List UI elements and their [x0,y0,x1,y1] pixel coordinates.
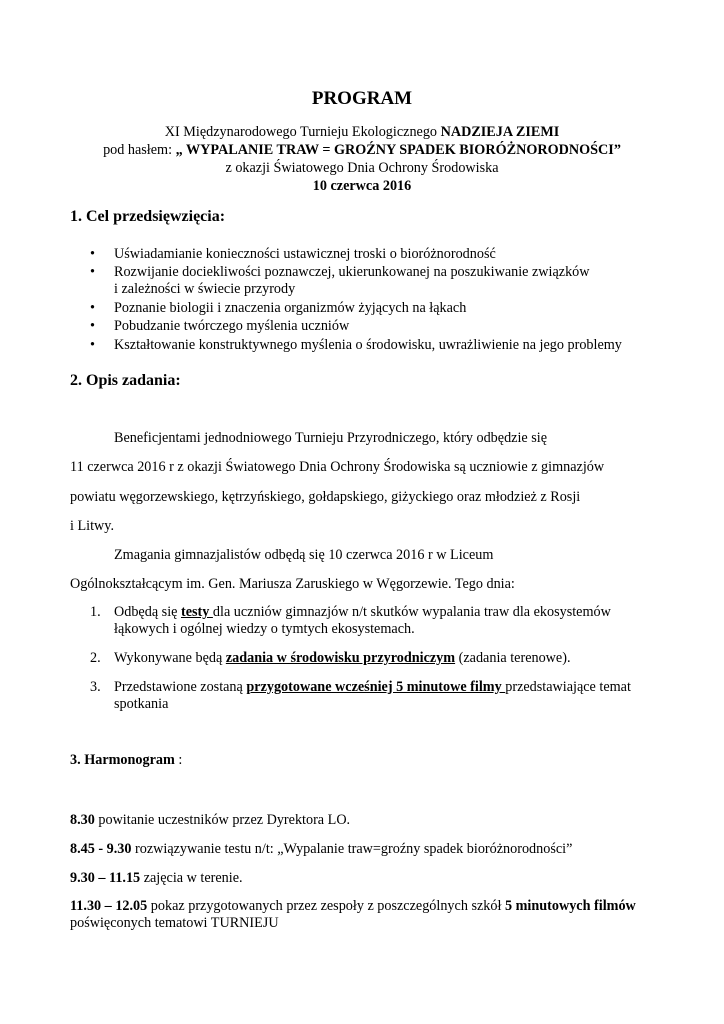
task-item-continuation: spotkania [114,696,169,712]
page-title: PROGRAM [311,88,413,109]
section3-heading: 3. Harmonogram : [70,752,183,768]
bullet-icon: • [90,300,95,316]
bullet-icon: • [90,246,95,262]
goal-item: Uświadamianie konieczności ustawicznej troski o bioróżnorodność [114,246,496,262]
description-line: Ogólnokształcącym im. Gen. Mariusza Zaruskiego w Węgorzewie. Tego dnia: [70,576,515,592]
description-line: Zmagania gimnazjalistów odbędą się 10 czerwca 2016 r w Liceum [114,547,494,563]
goal-item: Pobudzanie twórczego myślenia uczniów [114,318,350,334]
bullet-icon: • [90,337,95,353]
bullet-icon: • [90,318,95,334]
list-number: 1. [90,604,101,620]
subtitle-line-1: XI Międzynarodowego Turnieju Ekologicznego NADZIEJA ZIEMI [164,124,560,140]
task-item: Odbędą się testy dla uczniów gimnazjów n/t skutków wypalania traw dla ekosystemów [114,604,611,620]
section2-heading: 2. Opis zadania: [70,372,181,389]
bullet-icon: • [90,264,95,280]
event-date: 10 czerwca 2016 [312,178,412,194]
schedule-entry: 8.45 - 9.30 rozwiązywanie testu n/t: „Wypalanie traw=groźny spadek bioróżnorodności” [70,841,573,857]
goal-item: Kształtowanie konstruktywnego myślenia o środowisku, uwrażliwienie na jego problemy [114,337,622,353]
task-item-continuation: łąkowych i ogólnej wiedzy o tymtych ekosystemach. [114,621,415,637]
goal-item: Poznanie biologii i znaczenia organizmów żyjących na łąkach [114,300,467,316]
section1-heading: 1. Cel przedsięwzięcia: [70,208,226,225]
schedule-entry: 11.30 – 12.05 pokaz przygotowanych przez zespoły z poszczególnych szkół 5 minutowych filmów [70,898,636,914]
task-item: Wykonywane będą zadania w środowisku przyrodniczym (zadania terenowe). [114,650,571,666]
task-item: Przedstawione zostaną przygotowane wcześniej 5 minutowe filmy przedstawiające temat [114,679,631,695]
schedule-entry: 8.30 powitanie uczestników przez Dyrektora LO. [70,812,351,828]
subtitle-line-2: pod hasłem: „ WYPALANIE TRAW = GROŹNY SPADEK BIORÓŻNORODNOŚCI” [103,142,621,158]
description-line: powiatu węgorzewskiego, kętrzyńskiego, gołdapskiego, giżyckiego oraz młodzież z Rosji [70,489,581,505]
description-line: Beneficjentami jednodniowego Turnieju Przyrodniczego, który odbędzie się [114,430,548,446]
schedule-entry-continuation: poświęconych tematowi TURNIEJU [70,915,279,931]
list-number: 3. [90,679,101,695]
description-line: 11 czerwca 2016 r z okazji Światowego Dnia Ochrony Środowiska są uczniowie z gimnazjów [70,459,605,475]
subtitle-line-3: z okazji Światowego Dnia Ochrony Środowiska [225,160,499,176]
list-number: 2. [90,650,101,666]
goal-item: Rozwijanie dociekliwości poznawczej, ukierunkowanej na poszukiwanie związków [114,264,590,280]
schedule-entry: 9.30 – 11.15 zajęcia w terenie. [70,870,243,886]
goal-item-continuation: i zależności w świecie przyrody [114,281,296,297]
description-line: i Litwy. [70,518,115,534]
